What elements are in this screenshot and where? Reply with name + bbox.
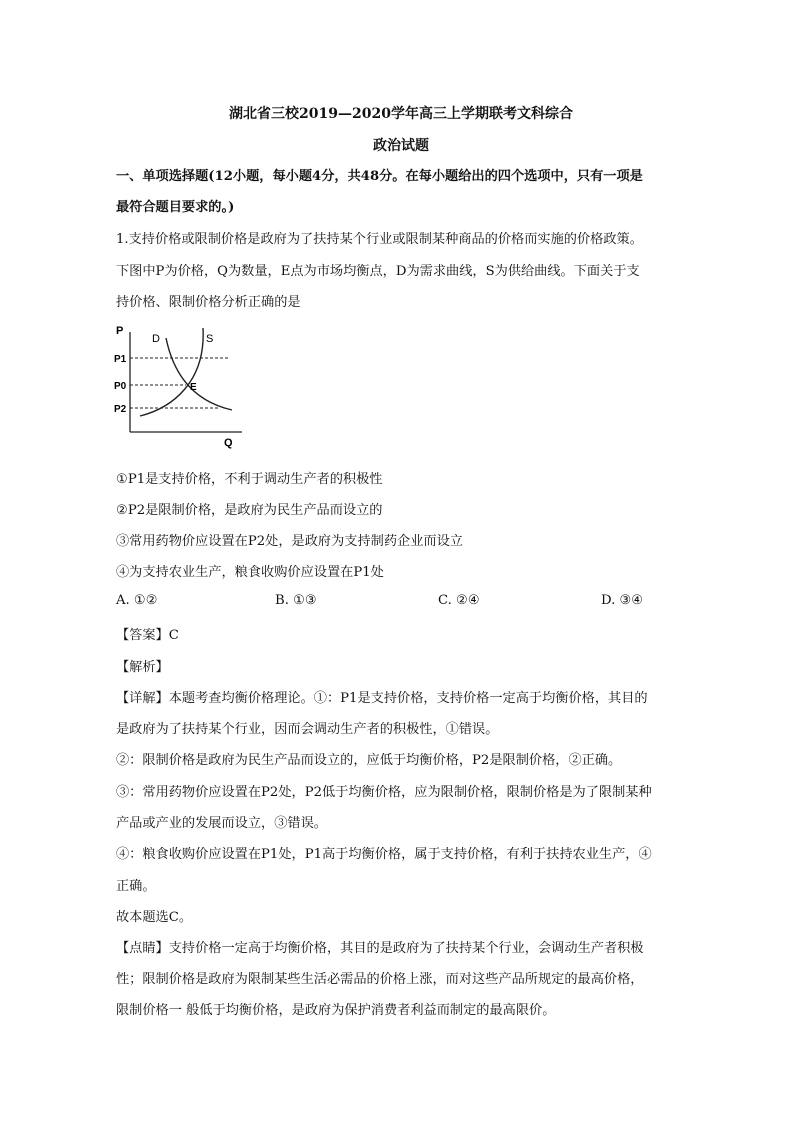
- statement-2: ②P2是限制价格，是政府为民生产品而设立的: [116, 503, 383, 518]
- question-1-line1: 1.支持价格或限制价格是政府为了扶持某个行业或限制某种商品的价格而实施的价格政策。: [116, 232, 643, 247]
- doc-title: 湖北省三校2019—2020学年高三上学期联考文科综合: [229, 106, 573, 122]
- tips-line-1: 【点睛】支持价格一定高于均衡价格，其目的是政府为了扶持某个行业，会调动生产者积极: [116, 941, 644, 956]
- option-b: B. ①③: [275, 593, 317, 608]
- detail-line-1: 【详解】本题考查均衡价格理论。①：P1是支持价格，支持价格一定高于均衡价格，其目的: [116, 691, 648, 706]
- statement-1: ①P1是支持价格，不利于调动生产者的积极性: [116, 472, 383, 487]
- statement-3: ③常用药物价应设置在P2处，是政府为支持制药企业而设立: [116, 534, 463, 549]
- supply-demand-graph: [110, 322, 250, 450]
- tips-line-3: 限制价格一 般低于均衡价格，是政府为保护消费者利益而制定的最高限价。: [116, 1003, 556, 1018]
- section-heading-line2: 最符合题目要求的。): [116, 200, 235, 215]
- tips-line-2: 性；限制价格是政府为限制某些生活必需品的价格上涨，而对这些产品所规定的最高价格，: [116, 972, 644, 987]
- section-heading-line1: 一、单项选择题(12小题，每小题4分，共48分。在每小题给出的四个选项中，只有一项是: [116, 169, 643, 184]
- option-a: A. ①②: [116, 593, 158, 608]
- statement-4: ④为支持农业生产，粮食收购价应设置在P1处: [116, 565, 384, 580]
- analysis-header: 【解析】: [116, 660, 169, 675]
- question-1-line2: 下图中P为价格，Q为数量，E点为市场均衡点，D为需求曲线，S为供给曲线。下面关于支: [116, 264, 640, 279]
- detail-line-3: ②：限制价格是政府为民生产品而设立的，应低于均衡价格，P2是限制价格，②正确。: [116, 753, 622, 768]
- option-c: C. ②④: [438, 593, 480, 608]
- equilibrium-label: E: [190, 382, 197, 393]
- doc-subtitle: 政治试题: [373, 138, 429, 154]
- question-1-line3: 持价格、限制价格分析正确的是: [116, 295, 301, 310]
- p2-label: P2: [114, 404, 127, 415]
- detail-line-5: 产品或产业的发展而设立，③错误。: [116, 816, 327, 831]
- demand-label: D: [152, 333, 160, 345]
- detail-line-7: 正确。: [116, 879, 156, 894]
- demand-curve: [166, 338, 232, 410]
- option-d: D. ③④: [601, 593, 644, 608]
- detail-line-6: ④：粮食收购价应设置在P1处，P1高于均衡价格，属于支持价格，有利于扶持农业生产，④: [116, 847, 652, 862]
- supply-label: S: [206, 333, 214, 345]
- detail-line-4: ③：常用药物价应设置在P2处，P2低于均衡价格，应为限制价格，限制价格是为了限制某种: [116, 785, 652, 800]
- detail-line-8: 故本题选C。: [116, 910, 193, 925]
- x-axis-label: Q: [224, 437, 233, 449]
- y-axis-label: P: [116, 325, 124, 337]
- answer-line: 【答案】C: [116, 628, 179, 643]
- supply-curve: [140, 328, 203, 416]
- p1-label: P1: [114, 354, 127, 365]
- detail-line-2: 是政府为了扶持某个行业，因而会调动生产者的积极性，①错误。: [116, 722, 499, 737]
- p0-label: P0: [114, 381, 127, 392]
